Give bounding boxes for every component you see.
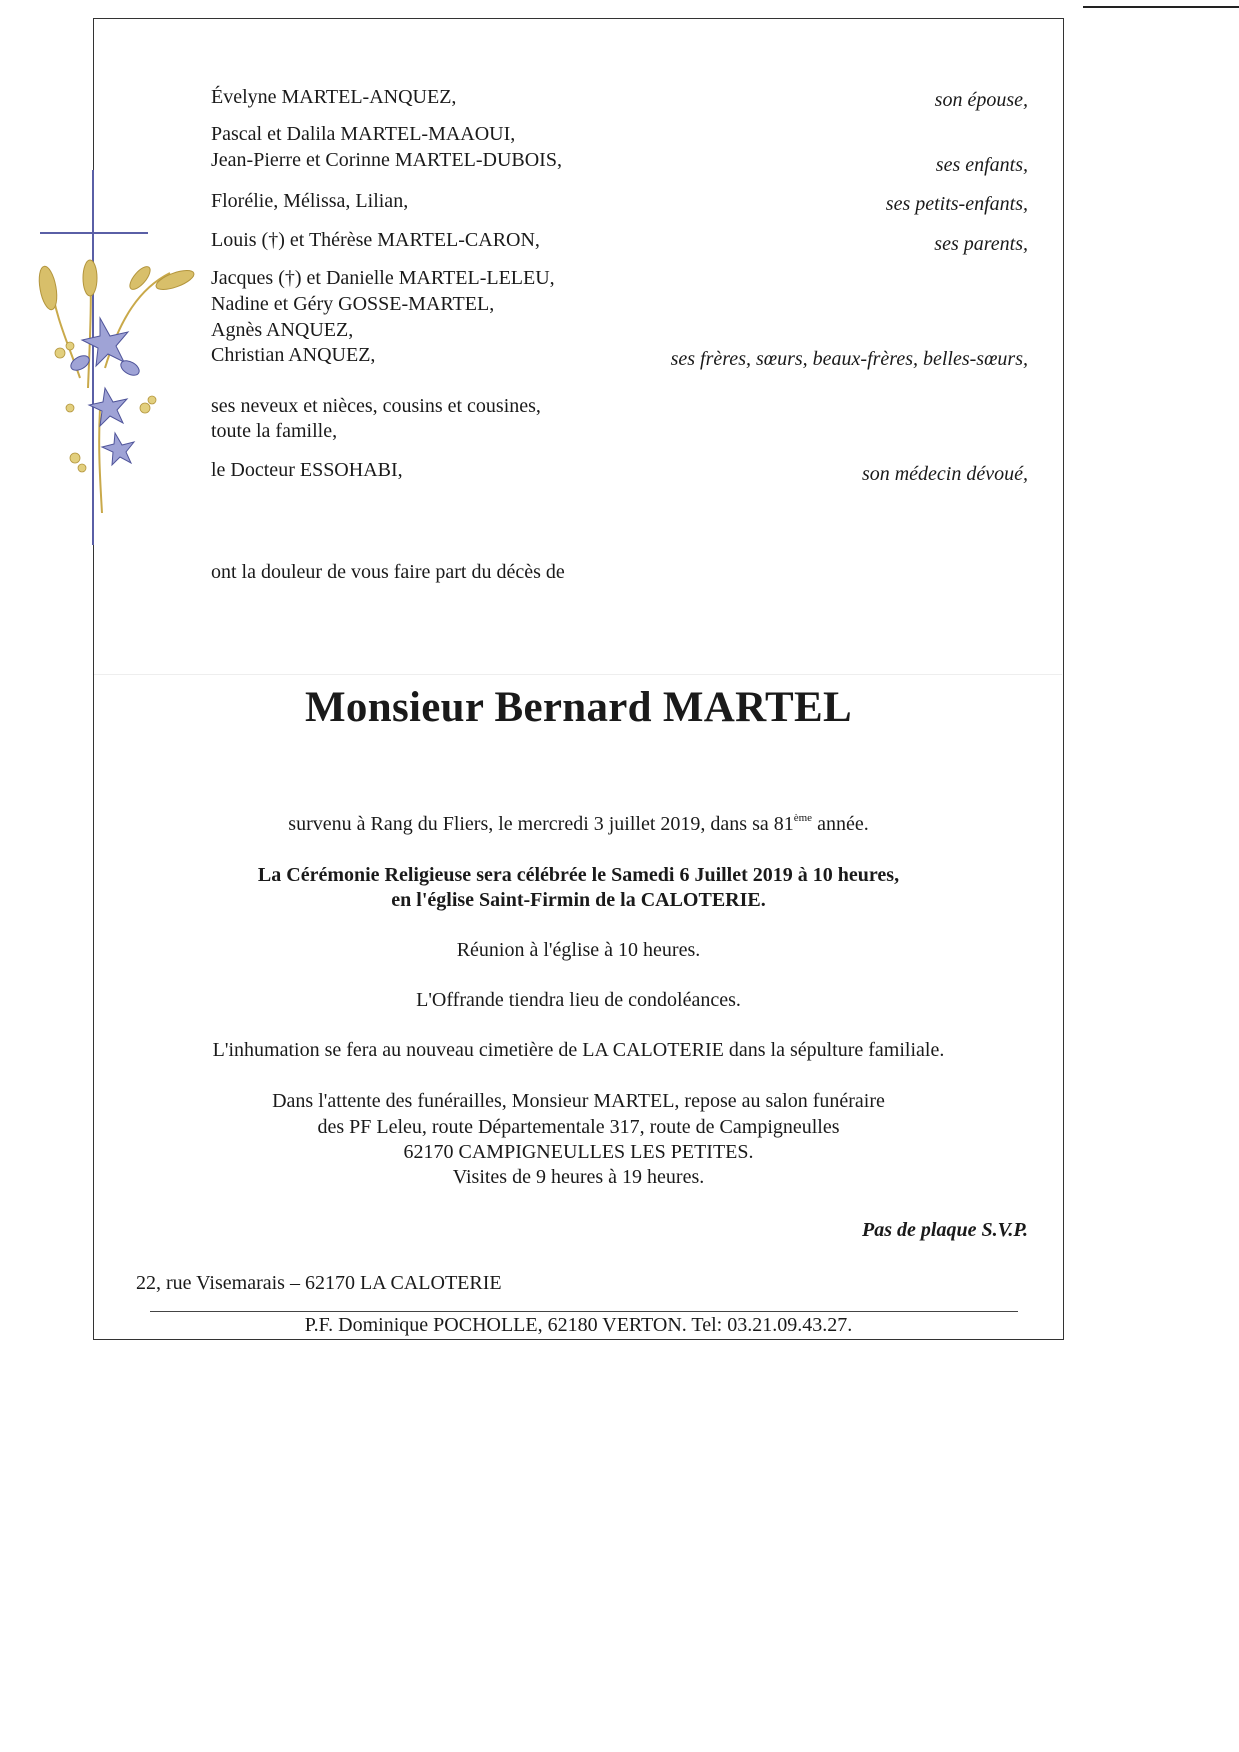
family-relation: ses frères, sœurs, beaux-frères, belles-sœurs, (670, 348, 1028, 370)
family-relation: son épouse, (934, 89, 1028, 111)
family-name-line: Évelyne MARTEL-ANQUEZ, (211, 86, 457, 108)
family-relation: ses petits-enfants, (885, 193, 1028, 215)
family-address: 22, rue Visemarais – 62170 LA CALOTERIE (136, 1272, 502, 1294)
inhumation-text: L'inhumation se fera au nouveau cimetière de LA CALOTERIE dans la sépulture familiale. (212, 1039, 945, 1061)
footer-divider (150, 1311, 1018, 1312)
ceremony-line: La Cérémonie Religieuse sera célébrée le Samedi 6 Juillet 2019 à 10 heures, (257, 864, 900, 886)
card-fold-line (94, 674, 1062, 675)
death-text-end: année. (812, 813, 869, 835)
scan-margin (1083, 0, 1239, 1752)
ordinal-suffix: ème (793, 812, 813, 824)
ceremony-line: en l'église Saint-Firmin de la CALOTERIE. (391, 889, 766, 911)
family-relation: ses parents, (934, 233, 1028, 255)
intro-text: ont la douleur de vous faire part du décès de (211, 561, 565, 583)
funeral-home-line: Dans l'attente des funérailles, Monsieur MARTEL, repose au salon funéraire (272, 1090, 885, 1112)
funeral-director-footer: P.F. Dominique POCHOLLE, 62180 VERTON. Tel: 03.21.09.43.27. (304, 1314, 853, 1336)
family-name-line: Nadine et Géry GOSSE-MARTEL, (211, 293, 495, 315)
offrande-text: L'Offrande tiendra lieu de condoléances. (416, 989, 741, 1011)
funeral-home-line: 62170 CAMPIGNEULLES LES PETITES. (403, 1141, 754, 1163)
family-name-line: Christian ANQUEZ, (211, 344, 376, 366)
visiting-hours: Visites de 9 heures à 19 heures. (452, 1166, 705, 1188)
family-name-line: Agnès ANQUEZ, (211, 319, 354, 341)
family-name-line: Jacques (†) et Danielle MARTEL-LELEU, (211, 267, 555, 289)
scan-top-rule (1083, 6, 1239, 8)
family-name-line: le Docteur ESSOHABI, (211, 459, 403, 481)
wheat-and-flowers-icon (20, 258, 210, 518)
funeral-home-line: des PF Leleu, route Départementale 317, route de Campigneulles (317, 1116, 840, 1138)
family-name-line: Pascal et Dalila MARTEL-MAAOUI, (211, 123, 516, 145)
deceased-name: Monsieur Bernard MARTEL (305, 684, 852, 731)
death-notice (93, 812, 1064, 836)
family-name-line: Jean-Pierre et Corinne MARTEL-DUBOIS, (211, 149, 562, 171)
family-name-line: Florélie, Mélissa, Lilian, (211, 190, 409, 212)
family-relation: ses enfants, (935, 154, 1028, 176)
family-name-line: toute la famille, (211, 420, 338, 442)
cross-horizontal-icon (40, 232, 148, 234)
death-text: survenu à Rang du Fliers, le mercredi 3 juillet 2019, dans sa 81 (288, 813, 794, 835)
family-name-line: Louis (†) et Thérèse MARTEL-CARON, (211, 229, 540, 251)
family-relation: son médecin dévoué, (861, 463, 1028, 485)
reunion-text: Réunion à l'église à 10 heures. (456, 939, 701, 961)
family-name-line: ses neveux et nièces, cousins et cousines, (211, 395, 541, 417)
no-plaque-note: Pas de plaque S.V.P. (862, 1219, 1028, 1241)
